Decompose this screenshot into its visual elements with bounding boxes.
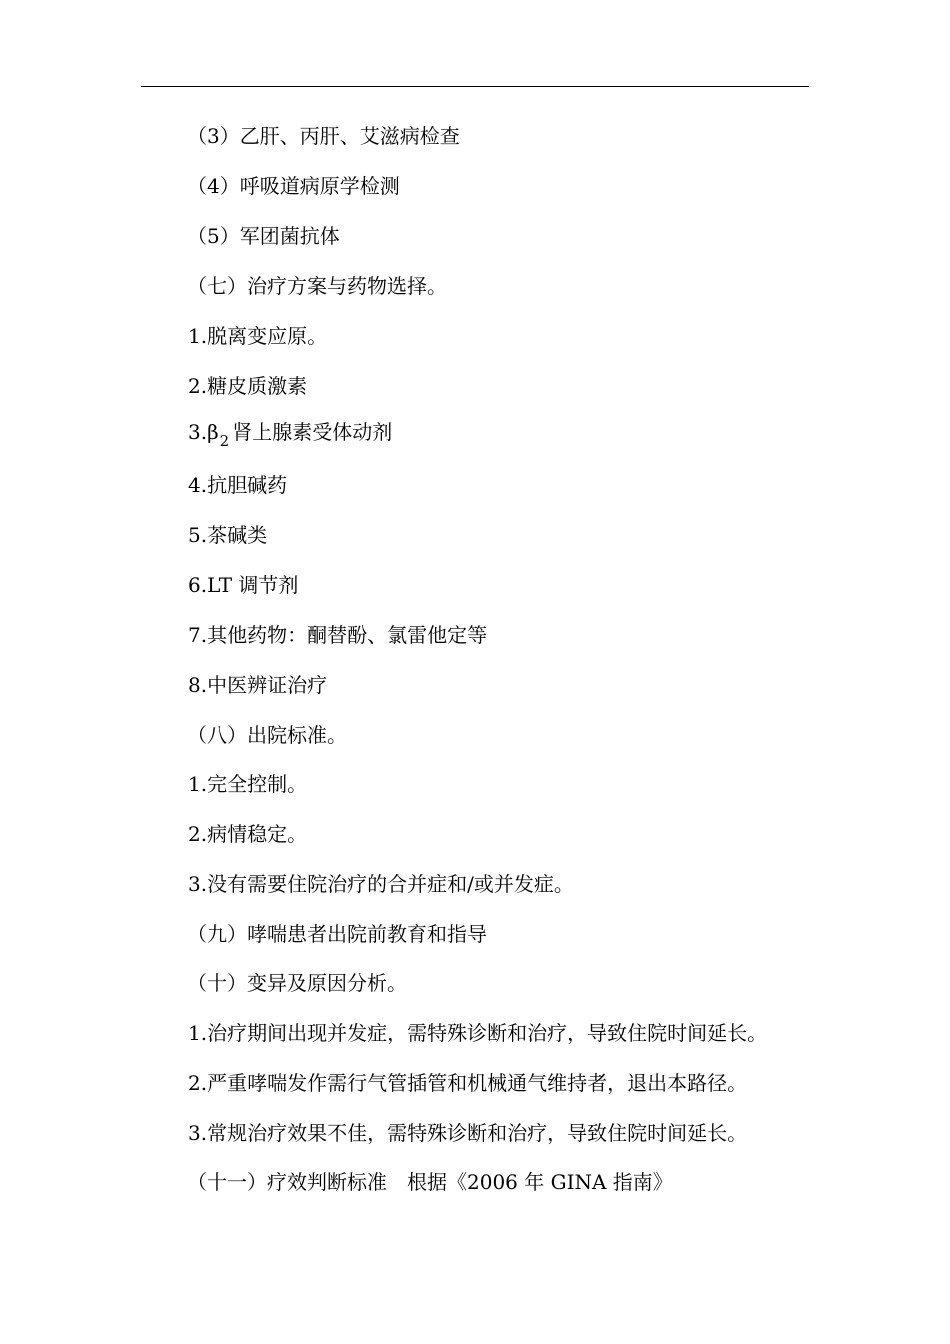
text-line: 6.LT 调节剂 [188, 573, 299, 597]
text-line: 3.没有需要住院治疗的合并症和/或并发症。 [188, 872, 574, 896]
text-line: 1.治疗期间出现并发症，需特殊诊断和治疗，导致住院时间延长。 [188, 1021, 768, 1045]
text-line: 2.病情稳定。 [188, 822, 308, 846]
text-line: 1.脱离变应原。 [188, 324, 328, 348]
text-line: 2.严重哮喘发作需行气管插管和机械通气维持者，退出本路径。 [188, 1071, 748, 1095]
section-heading: （七）治疗方案与药物选择。 [187, 274, 447, 298]
text-suffix: 肾上腺素受体动剂 [232, 420, 393, 444]
text-line: 7.其他药物：酮替酚、氯雷他定等 [188, 623, 488, 647]
text-line: 1.完全控制。 [188, 772, 308, 796]
text-prefix: 3.β [188, 420, 219, 444]
text-line: （3）乙肝、丙肝、艾滋病检查 [187, 124, 460, 148]
section-heading: （九）哮喘患者出院前教育和指导 [187, 922, 487, 946]
text-line: 5.茶碱类 [188, 523, 268, 547]
header-rule [141, 86, 809, 87]
text-line: （5）军团菌抗体 [187, 224, 340, 248]
text-line: 4.抗胆碱药 [188, 473, 288, 497]
section-heading: （十一）疗效判断标准 根据《2006 年 GINA 指南》 [187, 1170, 673, 1194]
text-line-with-subscript [188, 420, 393, 450]
section-heading: （八）出院标准。 [187, 723, 347, 747]
text-line: （4）呼吸道病原学检测 [187, 174, 400, 198]
text-line: 2.糖皮质激素 [188, 374, 308, 398]
section-heading: （十）变异及原因分析。 [187, 971, 407, 995]
subscript: 2 [219, 432, 230, 450]
text-line: 3.常规治疗效果不佳，需特殊诊断和治疗，导致住院时间延长。 [188, 1121, 748, 1145]
text-line: 8.中医辨证治疗 [188, 673, 328, 697]
